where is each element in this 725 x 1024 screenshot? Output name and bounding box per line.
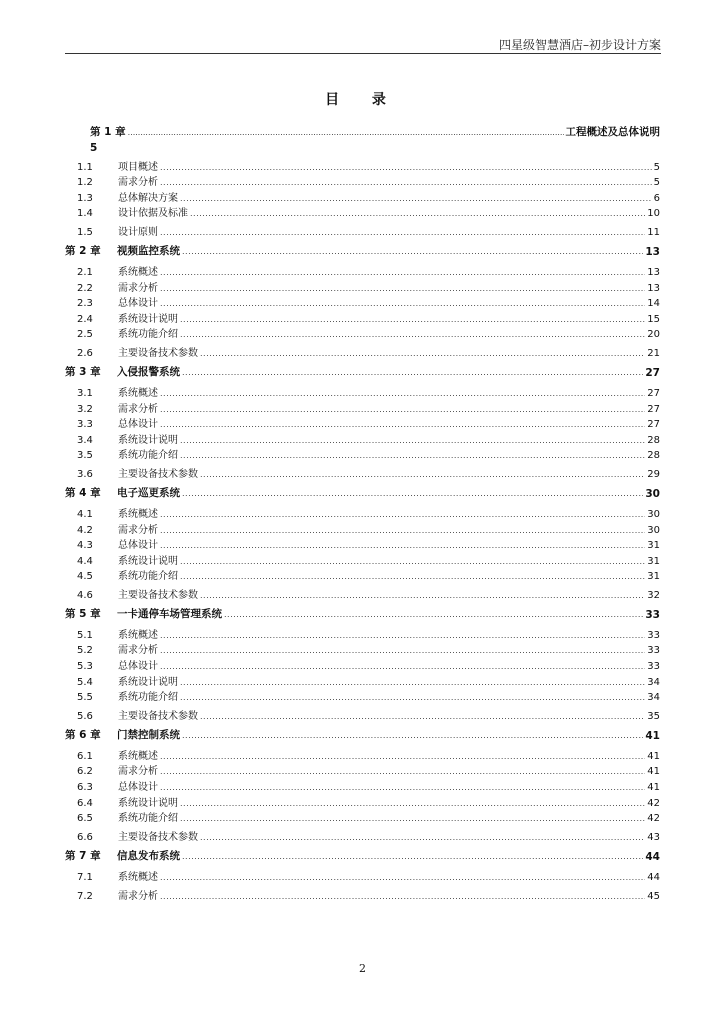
chapter-number: 第 3 章 <box>65 366 101 379</box>
section-number: 5.2 <box>77 645 93 657</box>
section-title: 系统设计说明 <box>118 313 178 325</box>
chapter-page: 44 <box>645 851 660 864</box>
toc-section-2-4[interactable] <box>65 309 660 325</box>
dot-leader <box>160 227 645 238</box>
dot-leader <box>160 661 645 672</box>
dot-leader <box>180 435 645 446</box>
dot-leader <box>160 540 645 551</box>
section-number: 6.4 <box>77 797 93 809</box>
toc-section-2-6[interactable] <box>65 340 660 359</box>
section-title: 系统设计说明 <box>118 434 178 446</box>
section-number: 4.6 <box>77 590 93 602</box>
section-title: 需求分析 <box>118 890 158 902</box>
chapter-page: 33 <box>645 609 660 622</box>
dot-leader <box>160 298 645 309</box>
section-page: 14 <box>647 298 660 310</box>
section-page: 43 <box>647 832 660 844</box>
section-title: 系统概述 <box>118 508 158 520</box>
section-number: 5.1 <box>77 629 93 641</box>
dot-leader <box>160 283 645 294</box>
section-number: 5.5 <box>77 692 93 704</box>
dot-leader <box>200 348 645 359</box>
section-number: 4.5 <box>77 571 93 583</box>
chapter-page: 27 <box>645 367 660 380</box>
toc-section-4-6[interactable] <box>65 582 660 601</box>
section-title: 系统概述 <box>118 629 158 641</box>
section-title: 系统设计说明 <box>118 797 178 809</box>
section-page: 30 <box>647 508 660 520</box>
dot-leader <box>160 525 645 536</box>
section-page: 27 <box>647 403 660 415</box>
chapter-number: 第 4 章 <box>65 487 101 500</box>
chapter-list <box>65 238 660 901</box>
section-page: 28 <box>647 434 660 446</box>
toc-section-6-2[interactable] <box>65 762 660 778</box>
section-page: 32 <box>647 590 660 602</box>
section-title: 设计依据及标准 <box>118 208 188 220</box>
dot-leader <box>160 891 645 902</box>
section-number: 2.3 <box>77 298 93 310</box>
section-title: 系统功能介绍 <box>118 571 178 583</box>
section-number: 6.5 <box>77 813 93 825</box>
dot-leader <box>160 177 652 188</box>
section-number: 1.5 <box>77 227 93 239</box>
section-title: 总体设计 <box>118 782 158 794</box>
dot-leader <box>180 692 645 703</box>
page-header: 四星级智慧酒店–初步设计方案 <box>498 38 661 52</box>
section-title: 总体设计 <box>118 298 158 310</box>
section-page: 42 <box>647 813 660 825</box>
section-page: 41 <box>647 766 660 778</box>
section-title: 需求分析 <box>118 524 158 536</box>
dot-leader <box>200 590 645 601</box>
section-number: 6.2 <box>77 766 93 778</box>
toc-section-3-4[interactable] <box>65 430 660 446</box>
section-page: 45 <box>647 890 660 902</box>
section-title: 系统设计说明 <box>118 555 178 567</box>
section-number: 3.6 <box>77 469 93 481</box>
chapter-title: 入侵报警系统 <box>117 366 180 379</box>
section-title: 需求分析 <box>118 766 158 778</box>
toc-section-6-6[interactable] <box>65 824 660 843</box>
section-title: 主要设备技术参数 <box>118 469 198 481</box>
section-title: 总体设计 <box>118 540 158 552</box>
toc-chapter-5[interactable] <box>65 601 660 625</box>
section-title: 需求分析 <box>118 177 158 189</box>
header-rule <box>65 53 661 54</box>
dot-leader <box>182 246 643 258</box>
toc-section-3-5[interactable] <box>65 446 660 462</box>
dot-leader <box>224 609 643 621</box>
toc-section-2-1[interactable] <box>65 262 660 278</box>
section-page: 34 <box>647 676 660 688</box>
toc-section-5-5[interactable] <box>65 688 660 704</box>
section-page: 13 <box>647 282 660 294</box>
dot-leader <box>190 208 645 219</box>
section-title: 系统功能介绍 <box>118 692 178 704</box>
chapter-page: 30 <box>645 488 660 501</box>
dot-leader <box>200 469 645 480</box>
section-page: 31 <box>647 555 660 567</box>
chapter-title: 一卡通停车场管理系统 <box>117 608 222 621</box>
section-page: 15 <box>647 313 660 325</box>
section-number: 1.1 <box>77 161 93 173</box>
dot-leader <box>182 851 643 863</box>
section-number: 3.3 <box>77 419 93 431</box>
section-title: 系统功能介绍 <box>118 450 178 462</box>
chapter-title: 信息发布系统 <box>117 850 180 863</box>
chapter-number: 第 5 章 <box>65 608 101 621</box>
toc-section-3-1[interactable] <box>65 383 660 399</box>
section-number: 4.1 <box>77 508 93 520</box>
section-page: 33 <box>647 645 660 657</box>
section-title: 系统功能介绍 <box>118 813 178 825</box>
toc-section-1-3[interactable] <box>65 188 660 204</box>
section-page: 6 <box>653 192 660 204</box>
section-page: 27 <box>647 419 660 431</box>
toc-section-1-4[interactable] <box>65 204 660 220</box>
chapter-number: 第 1 章 <box>90 126 126 138</box>
section-page: 20 <box>647 329 660 341</box>
dot-leader <box>160 872 645 883</box>
section-title: 系统概述 <box>118 750 158 762</box>
section-number: 5.3 <box>77 661 93 673</box>
section-number: 2.5 <box>77 329 93 341</box>
dot-leader <box>160 404 645 415</box>
section-page: 42 <box>647 797 660 809</box>
dot-leader <box>182 488 643 500</box>
section-page: 5 <box>653 161 660 173</box>
section-page: 11 <box>647 227 660 239</box>
chapter-title: 电子巡更系统 <box>117 487 180 500</box>
section-number: 2.2 <box>77 282 93 294</box>
toc-section-1-2[interactable] <box>65 173 660 189</box>
section-page: 44 <box>647 871 660 883</box>
section-number: 5.4 <box>77 676 93 688</box>
section-number: 7.1 <box>77 871 93 883</box>
toc-chapter-4[interactable] <box>65 480 660 504</box>
toc-chapter-1[interactable] <box>65 119 660 154</box>
dot-leader <box>160 419 645 430</box>
dot-leader <box>160 766 645 777</box>
section-title: 需求分析 <box>118 403 158 415</box>
section-title: 需求分析 <box>118 282 158 294</box>
section-page: 27 <box>647 387 660 399</box>
chapter-number: 第 6 章 <box>65 729 101 742</box>
toc-title: 目 录 <box>325 92 400 108</box>
chapter-title: 视频监控系统 <box>117 245 180 258</box>
toc-section-3-3[interactable] <box>65 415 660 431</box>
section-number: 7.2 <box>77 890 93 902</box>
chapter-page: 13 <box>645 246 660 259</box>
section-title: 系统概述 <box>118 387 158 399</box>
toc-section-6-3[interactable] <box>65 777 660 793</box>
section-title: 系统功能介绍 <box>118 329 178 341</box>
section-title: 需求分析 <box>118 645 158 657</box>
section-page: 30 <box>647 524 660 536</box>
section-title: 总体设计 <box>118 661 158 673</box>
section-title: 主要设备技术参数 <box>118 832 198 844</box>
dot-leader <box>160 509 645 520</box>
dot-leader <box>180 329 645 340</box>
section-number: 4.3 <box>77 540 93 552</box>
section-number: 3.5 <box>77 450 93 462</box>
section-title: 系统设计说明 <box>118 676 178 688</box>
dot-leader <box>180 556 645 567</box>
dot-leader <box>180 314 645 325</box>
toc-section-1-1[interactable] <box>65 157 660 173</box>
section-number: 3.4 <box>77 434 93 446</box>
section-page: 21 <box>647 348 660 360</box>
toc-chapter-7[interactable] <box>65 843 660 867</box>
section-number: 1.2 <box>77 177 93 189</box>
section-number: 6.1 <box>77 750 93 762</box>
toc-section-2-2[interactable] <box>65 278 660 294</box>
toc-section-4-2[interactable] <box>65 520 660 536</box>
toc-section-6-1[interactable] <box>65 746 660 762</box>
page-number: 2 <box>359 962 366 975</box>
dot-leader <box>180 450 645 461</box>
section-number: 6.6 <box>77 832 93 844</box>
section-page: 31 <box>647 571 660 583</box>
dot-leader <box>160 388 645 399</box>
chapter-page: 41 <box>645 730 660 743</box>
section-title: 系统概述 <box>118 871 158 883</box>
section-number: 6.3 <box>77 782 93 794</box>
chapter-title: 工程概述及总体说明 <box>565 126 660 138</box>
section-title: 主要设备技术参数 <box>118 348 198 360</box>
dot-leader <box>160 751 645 762</box>
toc-section-4-5[interactable] <box>65 567 660 583</box>
section-number: 2.4 <box>77 313 93 325</box>
chapter-number: 第 2 章 <box>65 245 101 258</box>
section-title: 总体设计 <box>118 419 158 431</box>
toc-section-5-3[interactable] <box>65 656 660 672</box>
section-title: 主要设备技术参数 <box>118 590 198 602</box>
chapter-title: 门禁控制系统 <box>117 729 180 742</box>
section-number: 3.1 <box>77 387 93 399</box>
section-page: 41 <box>647 782 660 794</box>
toc-section-6-5[interactable] <box>65 809 660 825</box>
dot-leader <box>180 571 645 582</box>
dot-leader <box>182 367 643 379</box>
section-page: 31 <box>647 540 660 552</box>
section-title: 系统概述 <box>118 266 158 278</box>
section-title: 设计原则 <box>118 227 158 239</box>
dot-leader <box>128 127 564 139</box>
section-number: 1.3 <box>77 192 93 204</box>
toc-section-1-5[interactable] <box>65 219 660 238</box>
toc-chapter-2[interactable] <box>65 238 660 262</box>
section-page: 33 <box>647 661 660 673</box>
dot-leader <box>200 711 645 722</box>
toc-section-3-6[interactable] <box>65 461 660 480</box>
dot-leader <box>160 782 645 793</box>
section-title: 主要设备技术参数 <box>118 711 198 723</box>
dot-leader <box>160 162 652 173</box>
toc-chapter-6[interactable] <box>65 722 660 746</box>
toc-section-7-2[interactable] <box>65 883 660 902</box>
section-page: 35 <box>647 711 660 723</box>
toc-section-5-4[interactable] <box>65 672 660 688</box>
dot-leader <box>180 193 652 204</box>
toc-section-4-3[interactable] <box>65 536 660 552</box>
section-page: 5 <box>653 177 660 189</box>
toc-section-4-4[interactable] <box>65 551 660 567</box>
dot-leader <box>182 730 643 742</box>
section-title: 总体解决方案 <box>118 192 178 204</box>
section-page: 34 <box>647 692 660 704</box>
toc-section-4-1[interactable] <box>65 504 660 520</box>
chapter-number: 第 7 章 <box>65 850 101 863</box>
section-number: 4.2 <box>77 524 93 536</box>
section-number: 3.2 <box>77 403 93 415</box>
toc-section-5-1[interactable] <box>65 625 660 641</box>
chapter-1-sections <box>65 157 660 238</box>
section-number: 2.6 <box>77 348 93 360</box>
dot-leader <box>180 798 645 809</box>
toc-section-5-2[interactable] <box>65 641 660 657</box>
toc-section-2-3[interactable] <box>65 294 660 310</box>
section-number: 4.4 <box>77 555 93 567</box>
toc-section-2-5[interactable] <box>65 325 660 341</box>
dot-leader <box>180 677 645 688</box>
section-number: 1.4 <box>77 208 93 220</box>
section-page: 10 <box>647 208 660 220</box>
dot-leader <box>180 813 645 824</box>
section-page: 28 <box>647 450 660 462</box>
toc-section-3-2[interactable] <box>65 399 660 415</box>
toc-section-5-6[interactable] <box>65 703 660 722</box>
section-number: 2.1 <box>77 266 93 278</box>
section-page: 29 <box>647 469 660 481</box>
section-number: 5.6 <box>77 711 93 723</box>
toc-section-7-1[interactable] <box>65 867 660 883</box>
dot-leader <box>200 832 645 843</box>
toc-chapter-3[interactable] <box>65 359 660 383</box>
section-page: 33 <box>647 629 660 641</box>
dot-leader <box>160 267 645 278</box>
section-page: 13 <box>647 266 660 278</box>
toc-section-6-4[interactable] <box>65 793 660 809</box>
section-page: 41 <box>647 750 660 762</box>
table-of-contents <box>65 119 660 902</box>
dot-leader <box>160 645 645 656</box>
section-title: 项目概述 <box>118 161 158 173</box>
chapter-page: 5 <box>90 142 98 154</box>
dot-leader <box>160 630 645 641</box>
